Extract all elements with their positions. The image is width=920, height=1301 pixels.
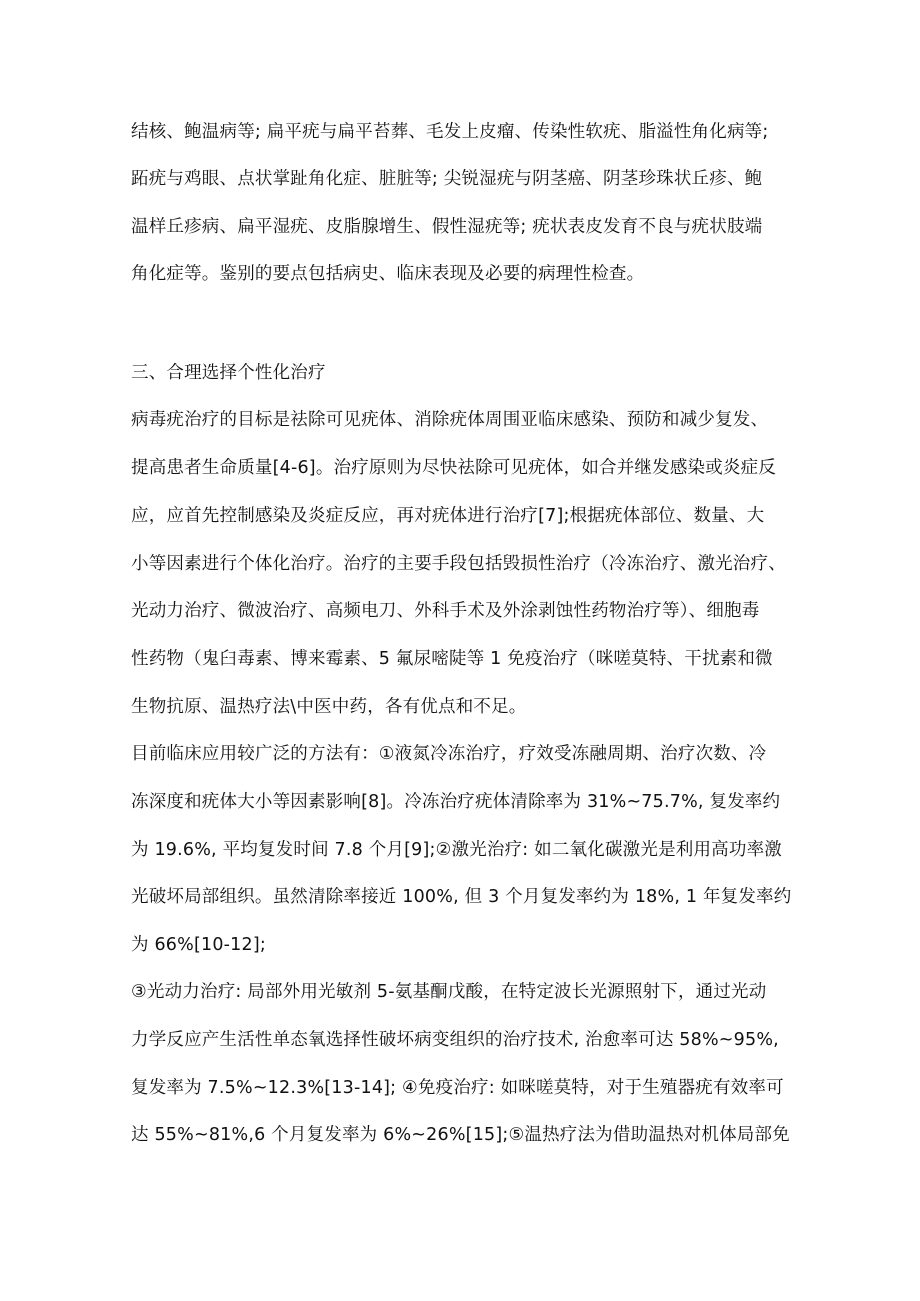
paragraph-line: 提高患者生命质量[4-6]。治疗原则为尽快祛除可见疣体，如合并继发感染或炎症反 <box>131 458 777 478</box>
paragraph-line: 达 55%~81%,6 个月复发率为 6%~26%[15];⑤温热疗法为借助温热对机体局部免 <box>131 1125 790 1145</box>
paragraph-line: 复发率为 7.5%~12.3%[13-14]; ④免疫治疗: 如咪嗟莫特，对于生殖器疣有效率可 <box>131 1078 784 1098</box>
paragraph-line: 目前临床应用较广泛的方法有：①液氮冷冻治疗，疗效受冻融周期、治疗次数、冷 <box>131 744 767 764</box>
section-heading: 三、合理选择个性化治疗 <box>131 363 326 383</box>
paragraph-line: 生物抗原、温热疗法\中医中药，各有优点和不足。 <box>131 697 527 717</box>
paragraph-line: 应，应首先控制感染及炎症反应，再对疣体进行治疗[7];根据疣体部位、数量、大 <box>131 506 765 526</box>
paragraph-line: 跖疣与鸡眼、点状掌趾角化症、脏脏等; 尖锐湿疣与阴茎癌、阴茎珍珠状丘疹、鲍 <box>131 169 763 189</box>
paragraph-line: 病毒疣治疗的目标是祛除可见疣体、消除疣体周围亚临床感染、预防和减少复发、 <box>131 410 769 430</box>
paragraph-line: 小等因素进行个体化治疗。治疗的主要手段包括毁损性治疗（冷冻治疗、激光治疗、 <box>131 554 786 574</box>
paragraph-line: 光动力治疗、微波治疗、高频电刀、外科手术及外涂剥蚀性药物治疗等）、细胞毒 <box>131 601 760 621</box>
paragraph-line: 光破坏局部组织。虽然清除率接近 100%, 但 3 个月复发率约为 18%, 1 年复发率约 <box>131 887 792 907</box>
paragraph-line: 冻深度和疣体大小等因素影响[8]。冷冻治疗疣体清除率为 31%~75.7%, 复发率约 <box>131 792 781 812</box>
paragraph-line: 性药物（鬼臼毒素、博来霉素、5 氟尿嘧陡等 1 免疫治疗（咪嗟莫特、干扰素和微 <box>131 649 773 669</box>
paragraph-line: ③光动力治疗: 局部外用光敏剂 5-氨基酮戊酸，在特定波长光源照射下，通过光动 <box>131 982 767 1002</box>
paragraph-line: 结核、鲍温病等; 扁平疣与扁平苔葬、毛发上皮瘤、传染性软疣、脂溢性角化病等; <box>131 122 769 142</box>
paragraph-line: 角化症等。鉴别的要点包括病史、临床表现及必要的病理性检查。 <box>131 264 645 284</box>
paragraph-line: 温样丘疹病、扁平湿疣、皮脂腺增生、假性湿疣等; 疣状表皮发育不良与疣状肢端 <box>131 217 763 237</box>
paragraph-line: 为 19.6%, 平均复发时间 7.8 个月[9];②激光治疗: 如二氧化碳激光是利用高功率激 <box>131 840 782 860</box>
paragraph-line: 为 66%[10-12]; <box>131 935 266 955</box>
paragraph-line: 力学反应产生活性单态氧选择性破坏病变组织的治疗技术, 治愈率可达 58%~95%, <box>131 1030 779 1050</box>
